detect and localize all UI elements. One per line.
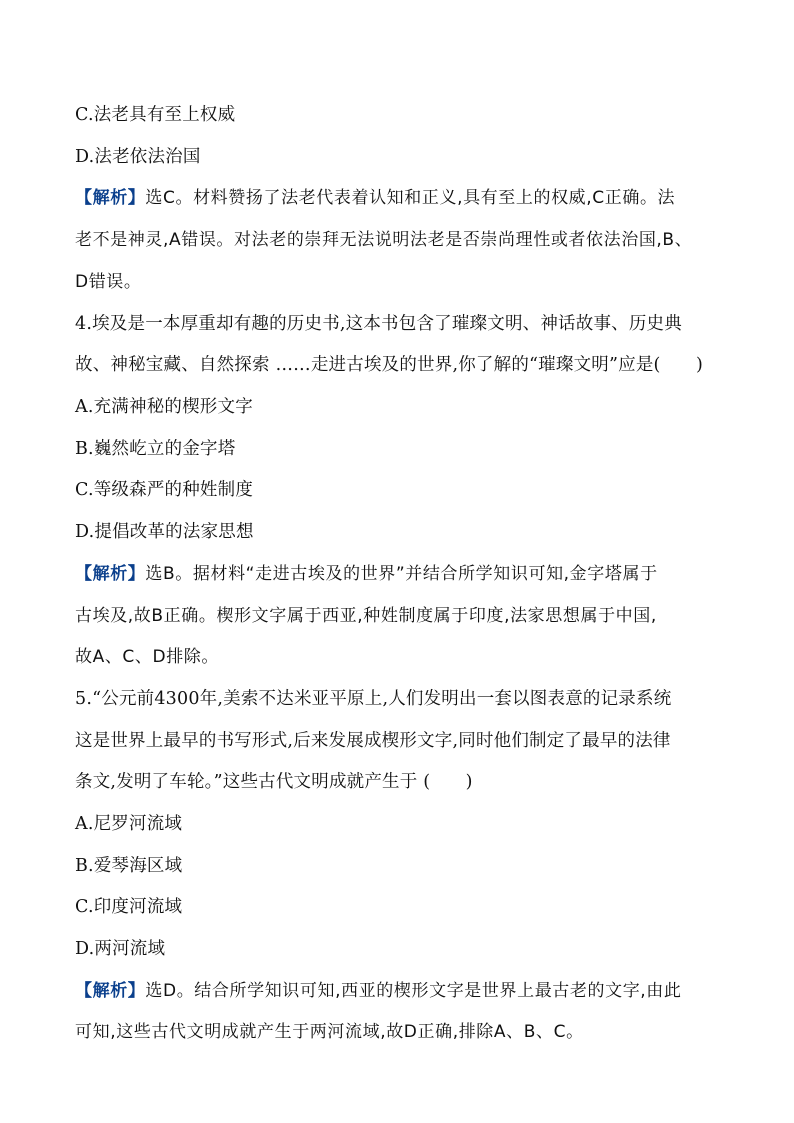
q4-option-a: A.充满神秘的楔形文字 [75,397,253,417]
analysis-tag: 【解析】 [75,188,146,208]
q4-analysis-line-3: 故A、C、D排除。 [75,647,219,667]
q5-option-a: A.尼罗河流域 [75,814,183,834]
q3-analysis-line-2: 老不是神灵,A错误。对法老的崇拜无法说明法老是否崇尚理性或者依法治国,B、 [75,230,693,250]
analysis-tag: 【解析】 [75,981,146,1001]
q3-analysis-line-3: D错误。 [75,272,142,292]
q5-analysis-line-2: 可知,这些古代文明成就产生于两河流域,故D正确,排除A、B、C。 [75,1022,584,1042]
analysis-text: 选B。据材料“走进古埃及的世界”并结合所学知识可知,金字塔属于 [145,564,658,584]
q4-option-d: D.提倡改革的法家思想 [75,522,254,542]
q5-stem-line-3: 条文,发明了车轮。”这些古代文明成就产生于 ( ) [75,772,473,792]
q5-stem-line-1: 5.“公元前4300年,美索不达米亚平原上,人们发明出一套以图表意的记录系统 [75,689,672,709]
q4-stem-line-2: 故、神秘宝藏、自然探索 ……走进古埃及的世界,你了解的“璀璨文明”应是( ) [75,355,703,375]
q5-option-b: B.爱琴海区域 [75,856,183,876]
q3-option-d: D.法老依法治国 [75,147,201,167]
q4-option-b: B.巍然屹立的金字塔 [75,439,236,459]
analysis-tag: 【解析】 [75,564,146,584]
q3-analysis-line-1 [75,187,735,209]
q5-analysis-line-1 [75,980,735,1002]
q4-analysis-line-1 [75,563,735,585]
q3-option-c: C.法老具有至上权威 [75,105,236,125]
q4-option-c: C.等级森严的种姓制度 [75,480,254,500]
analysis-text: 选C。材料赞扬了法老代表着认知和正义,具有至上的权威,C正确。法 [145,188,676,208]
analysis-text: 选D。结合所学知识可知,西亚的楔形文字是世界上最古老的文字,由此 [145,981,682,1001]
q5-stem-line-2: 这是世界上最早的书写形式,后来发展成楔形文字,同时他们制定了最早的法律 [75,731,671,751]
q5-option-d: D.两河流域 [75,939,166,959]
q5-option-c: C.印度河流域 [75,897,183,917]
q4-stem-line-1: 4.埃及是一本厚重却有趣的历史书,这本书包含了璀璨文明、神话故事、历史典 [75,314,682,334]
q4-analysis-line-2: 古埃及,故B正确。楔形文字属于西亚,种姓制度属于印度,法家思想属于中国, [75,606,657,626]
